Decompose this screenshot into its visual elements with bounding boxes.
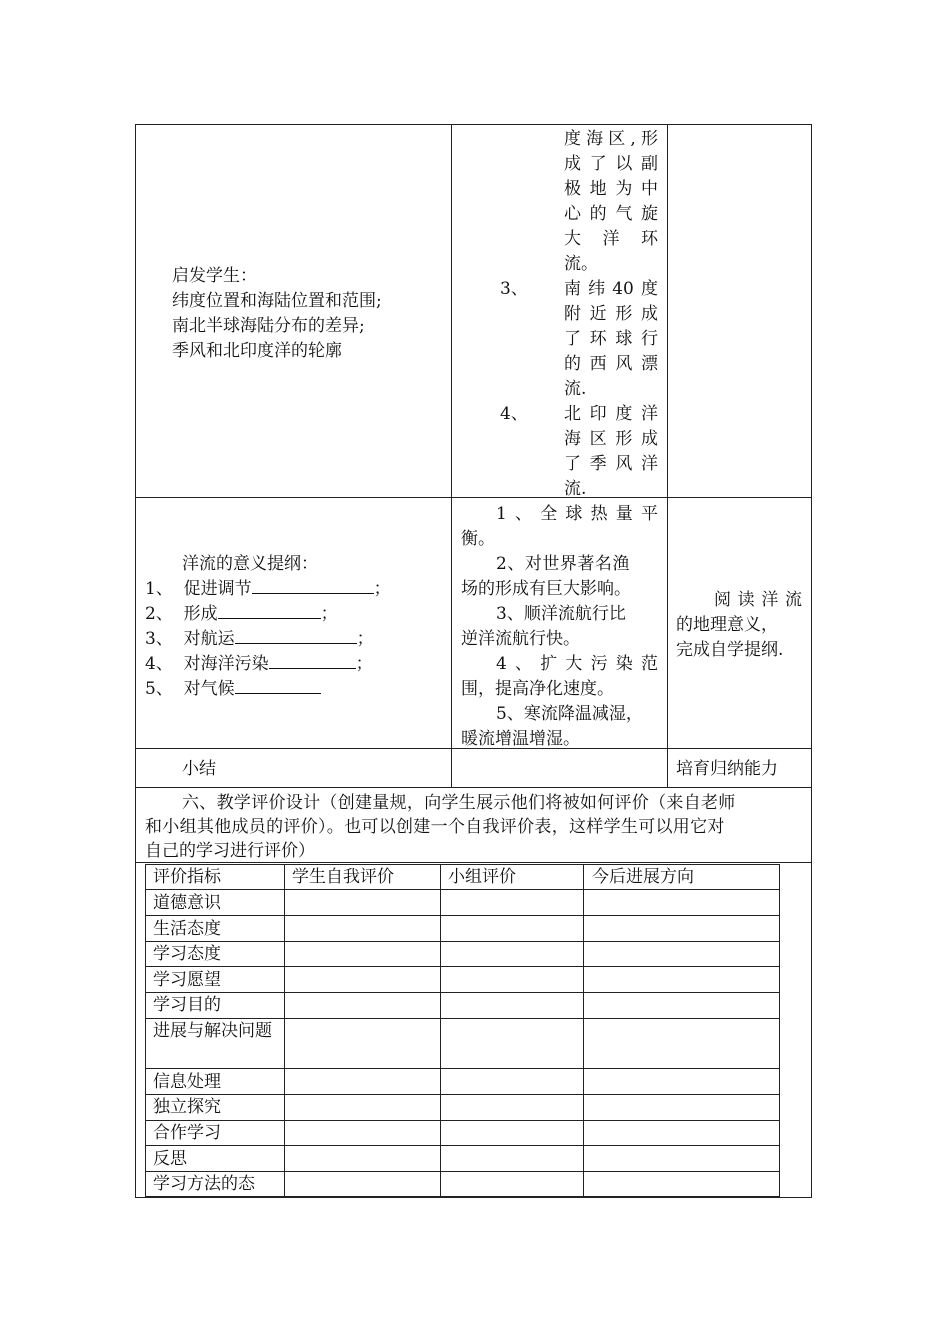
mid-line: 2、对世界著名渔 xyxy=(496,554,630,574)
section6-line: 和小组其他成员的评价）。也可以创建一个自我评价表，这样学生可以用它对 xyxy=(145,817,725,837)
outline-item: 2、 形成 ； xyxy=(145,604,338,624)
mid-line: 附 近 形 成 xyxy=(564,304,658,324)
table-row: 学习态度 xyxy=(153,944,221,964)
mid-line: 衡。 xyxy=(461,529,495,549)
outline-item: 1、 促进调节 ； xyxy=(145,579,391,599)
mid-line: 海 区 形 成 xyxy=(564,429,658,449)
mid-line: 南 纬 40 度 xyxy=(564,279,658,299)
table-row: 学习愿望 xyxy=(153,970,221,990)
section6-line: 自己的学习进行评价） xyxy=(145,841,315,861)
mid-line: 大 洋 环 xyxy=(564,229,658,249)
prompt-heading: 启发学生： xyxy=(172,266,257,286)
mid-line: 流。 xyxy=(564,254,598,274)
mid-line: 3、顺洋流航行比 xyxy=(496,604,626,624)
mid-line: 1 、 全 球 热 量 平 xyxy=(496,504,658,524)
header-cell: 今后进展方向 xyxy=(592,867,694,887)
header-cell: 评价指标 xyxy=(153,867,221,887)
table-row: 独立探究 xyxy=(153,1097,221,1117)
table-row: 学习目的 xyxy=(153,995,221,1015)
mid-line: 度 海 区 , 形 xyxy=(564,129,658,149)
mid-line: 了 环 球 行 xyxy=(564,329,658,349)
outline-title: 洋流的意义提纲： xyxy=(182,554,318,574)
outline-item: 4、 对海洋污染 ； xyxy=(145,654,373,674)
mid-line: 了 季 风 洋 xyxy=(564,454,658,474)
item-number: 3、 xyxy=(500,279,528,299)
mid-line: 5、寒流降温减湿， xyxy=(496,704,643,724)
mid-line: 极 地 为 中 xyxy=(564,179,658,199)
table-row: 学习方法的态 xyxy=(153,1174,255,1194)
table-row: 反思 xyxy=(153,1149,187,1169)
table-row: 进展与解决问题 xyxy=(153,1021,272,1041)
mid-line: 北 印 度 洋 xyxy=(564,404,658,424)
prompt-line: 季风和北印度洋的轮廓 xyxy=(172,341,342,361)
right-line: 完成自学提纲. xyxy=(676,640,784,660)
mid-line: 逆洋流航行快。 xyxy=(461,629,580,649)
mid-line: 4 、 扩 大 污 染 范 xyxy=(496,654,658,674)
mid-line: 围，提高净化速度。 xyxy=(461,679,614,699)
right-line: 阅 读 洋 流 xyxy=(714,590,802,610)
mid-line: 成 了 以 副 xyxy=(564,154,658,174)
summary-label: 小结 xyxy=(182,759,216,779)
outline-item: 3、 对航运 ； xyxy=(145,629,374,649)
mid-line: 流. xyxy=(564,379,587,399)
table-row: 道德意识 xyxy=(153,893,221,913)
outline-item: 5、 对气候 xyxy=(145,677,321,701)
prompt-line: 南北半球海陆分布的差异; xyxy=(172,316,365,336)
mid-line: 流. xyxy=(564,479,587,499)
summary-goal: 培育归纳能力 xyxy=(676,759,778,779)
mid-line: 场的形成有巨大影响。 xyxy=(461,579,631,599)
right-line: 的地理意义， xyxy=(676,615,778,635)
table-row: 合作学习 xyxy=(153,1123,221,1143)
item-number: 4、 xyxy=(500,404,528,424)
prompt-line: 纬度位置和海陆位置和范围; xyxy=(172,291,382,311)
mid-line: 的 西 风 漂 xyxy=(564,354,658,374)
header-cell: 小组评价 xyxy=(448,867,516,887)
header-cell: 学生自我评价 xyxy=(292,867,394,887)
mid-line: 暖流增温增湿。 xyxy=(461,729,580,749)
section6-heading: 六、教学评价设计（创建量规，向学生展示他们将被如何评价（来自老师 xyxy=(182,793,736,813)
table-row: 信息处理 xyxy=(153,1072,221,1092)
table-row: 生活态度 xyxy=(153,919,221,939)
mid-line: 心 的 气 旋 xyxy=(564,204,658,224)
